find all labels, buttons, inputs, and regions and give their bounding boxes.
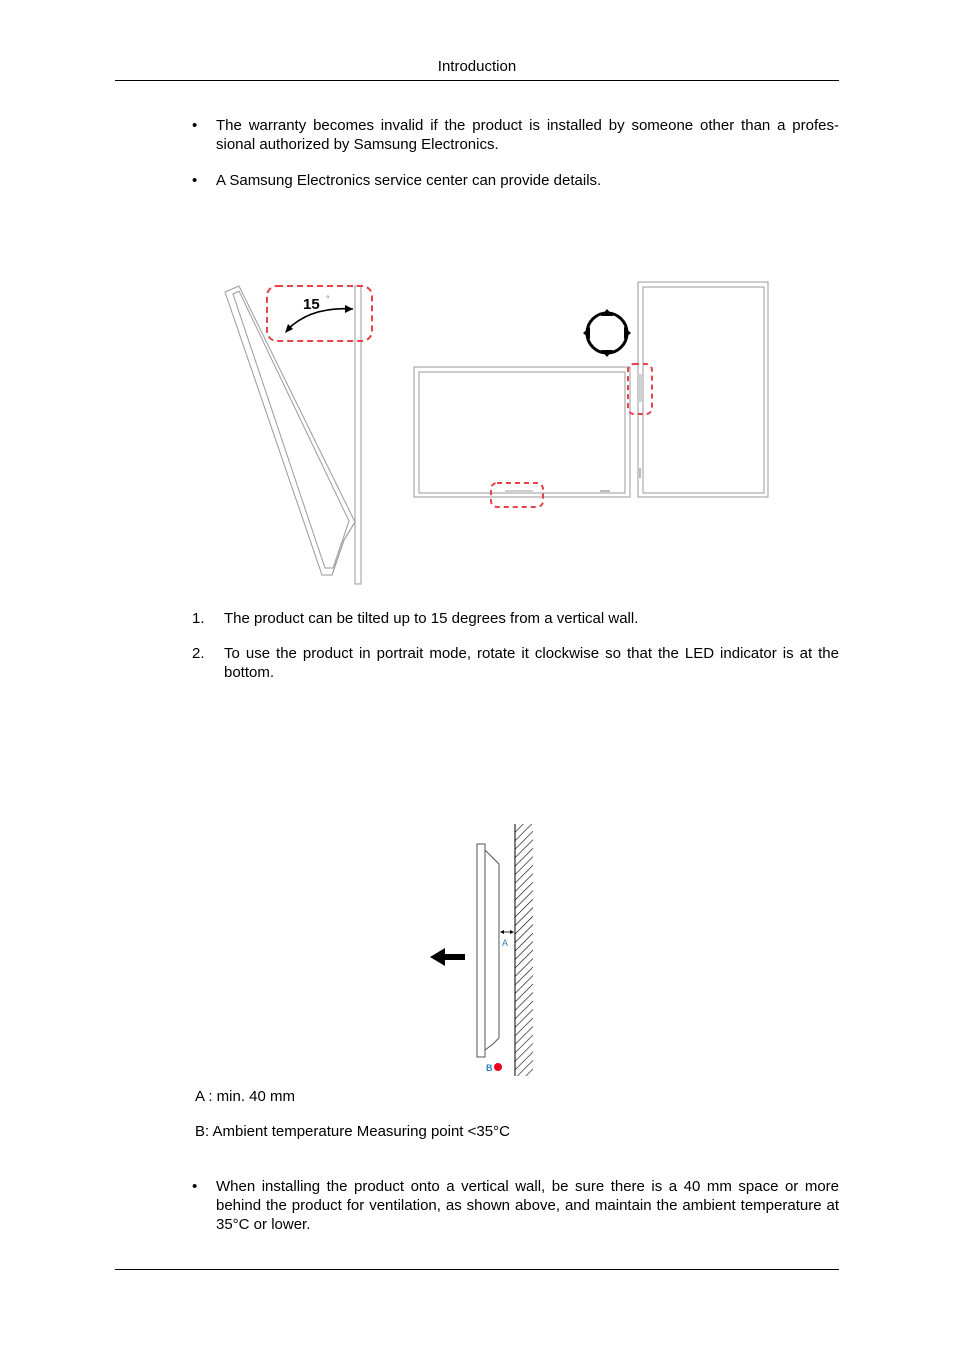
ventilation-figure — [425, 820, 540, 1082]
arrow-head-icon — [510, 930, 514, 934]
page-header-title: Introduction — [437, 58, 517, 75]
wall-line — [355, 286, 361, 584]
portrait-display — [628, 282, 768, 497]
arrow-head-icon — [345, 305, 353, 313]
legend-b-text: B: Ambient temperature Measuring point <35°C — [195, 1123, 510, 1140]
hatched-wall — [515, 824, 533, 1076]
service-center-bullet-text: A Samsung Electronics service center can provide details. — [216, 172, 602, 189]
portrait-mode-instruction-text: To use the product in portrait mode, rotate it clockwise so that the LED indicator is at the bottom. — [224, 645, 839, 681]
angle-label: 15 — [303, 296, 320, 313]
tilt-instruction-text: The product can be tilted up to 15 degrees from a vertical wall. — [224, 610, 639, 627]
tilt-rotation-figure — [215, 278, 785, 590]
clearance-label-a: A — [502, 938, 509, 948]
display-side-profile — [477, 844, 499, 1057]
ventilation-bullet-text: When installing the product onto a vertical wall, be sure there is a 40 mm space or more behind the product for ventilation, as shown above, and maintain the ambient temperature at 35°C or lower. — [216, 1178, 839, 1233]
bullet-marker: • — [192, 1178, 198, 1195]
measuring-point-label-b: B — [486, 1063, 493, 1073]
measuring-point-marker — [494, 1063, 502, 1071]
angle-highlight — [267, 286, 372, 341]
led-indicator-highlight — [491, 483, 543, 507]
header-rule — [115, 80, 839, 81]
list-number: 2. — [192, 645, 205, 662]
list-number: 1. — [192, 610, 205, 627]
footer-rule — [115, 1269, 839, 1270]
arrow-head-icon — [500, 930, 504, 934]
angle-arc — [287, 309, 353, 330]
bullet-marker: • — [192, 117, 198, 134]
bullet-marker: • — [192, 172, 198, 189]
legend-a-text: A : min. 40 mm — [195, 1088, 296, 1105]
rotate-clockwise-icon — [583, 309, 631, 357]
landscape-display — [414, 367, 630, 507]
airflow-arrow-icon — [430, 948, 465, 966]
warranty-bullet-text: The warranty becomes invalid if the product is installed by someone other than a profes-sional authorized by Samsung Electronics. — [216, 117, 839, 153]
angle-degree-symbol: ° — [326, 294, 330, 304]
